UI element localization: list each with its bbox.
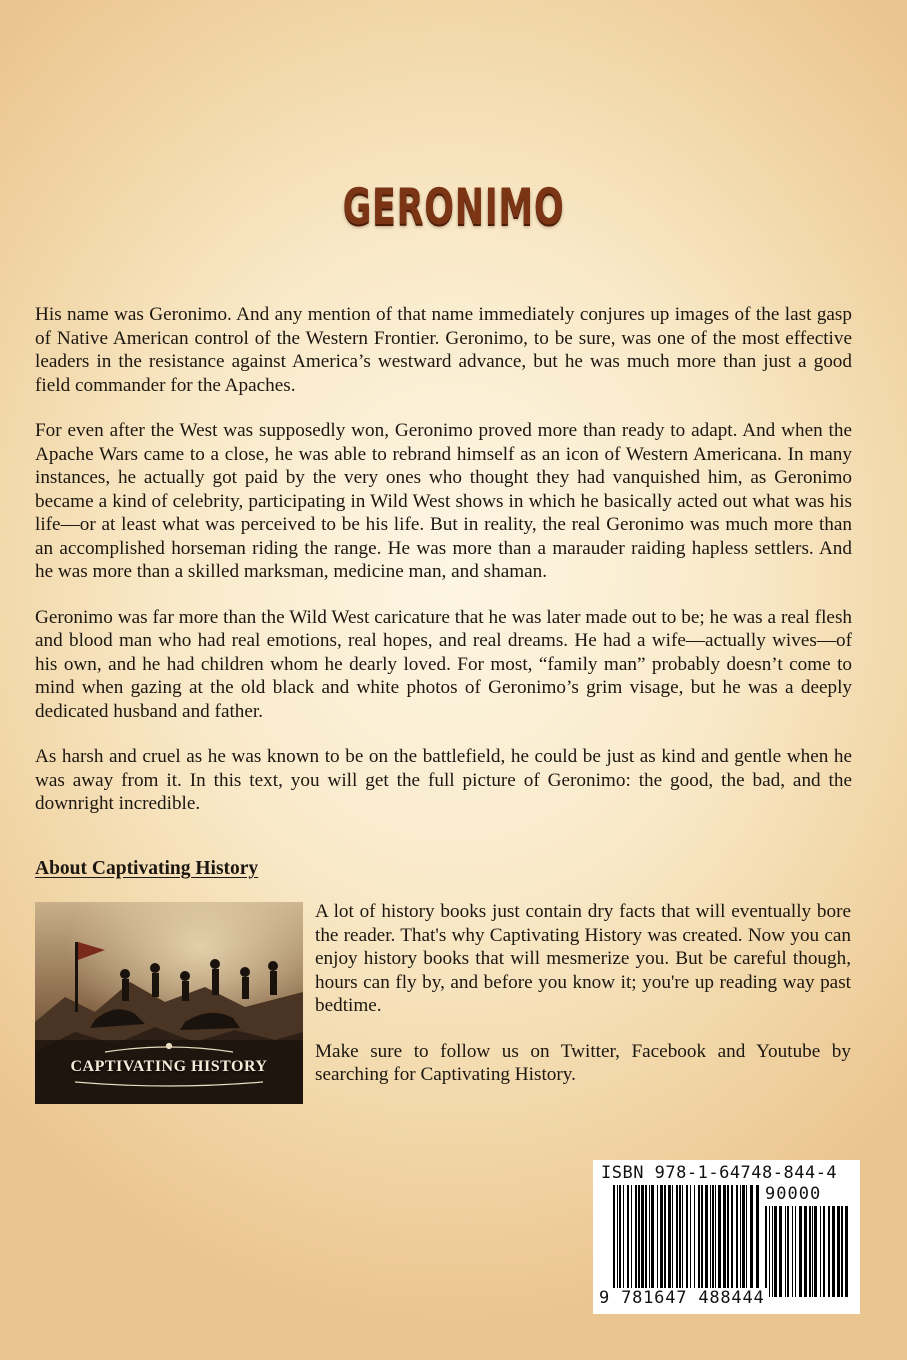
barcode-bars [613,1185,759,1297]
about-paragraph: Make sure to follow us on Twitter, Facebook and Youtube by searching for Captivating History. [315,1040,851,1085]
logo-text: CAPTIVATING HISTORY [70,1058,268,1075]
publisher-logo-image [35,902,303,1104]
paragraph: Geronimo was far more than the Wild West caricature that he was later made out to be; he was a real flesh and blood man who had real emotions, real hopes, and real dreams. He had a wife—actually wives—of his own, and he had children whom he dearly loved. For most, “family man” probably doesn’t come to mind when gazing at the old black and white photos of Geronimo’s grim visage, but he was a deeply dedicated husband and father. [35,606,852,722]
paragraph: His name was Geronimo. And any mention of that name immediately conjures up images of the last gasp of Native American control of the Western Frontier. Geronimo, to be sure, was one of the most effective leaders in the resistance against America’s westward advance, but he was much more than just a good field commander for the Apaches. [35,304,852,396]
barcode [593,1160,860,1314]
isbn-label: ISBN 978-1-64748-844-4 [601,1163,838,1183]
price-code: 90000 [765,1184,822,1204]
paragraph: As harsh and cruel as he was known to be on the battlefield, he could be just as kind and gentle when he was away from it. In this text, you will get the full picture of Geronimo: the good, the bad, and the downright incredible. [35,746,852,814]
about-paragraph: A lot of history books just contain dry facts that will eventually bore the reader. That's why Captivating History was created. Now you can enjoy history books that will mesmerize you. But be careful though, hours can fly by, and before you know it; you're up reading way past bedtime. [315,901,851,1016]
book-title: GERONIMO [342,178,565,236]
addon-barcode-bars [765,1206,849,1297]
description [35,303,852,838]
paragraph: For even after the West was supposedly won, Geronimo proved more than ready to adapt. And when the Apache Wars came to a close, he was able to rebrand himself as an icon of Western Americana. In many instances, he actually got paid by the very ones who thought they had vanquished him, as Geronimo became a kind of celebrity, participating in Wild West shows in which he basically acted out what was his life—or at least what was perceived to be his life. But in reality, the real Geronimo was much more than an accomplished horseman riding the range. He was more than a marauder raiding hapless settlers. And he was more than a skilled marksman, medicine man, and shaman. [35,420,852,582]
barcode-number: 9 781647 488444 [599,1288,765,1308]
about-heading: About Captivating History [35,858,259,879]
about-description [315,900,851,1109]
